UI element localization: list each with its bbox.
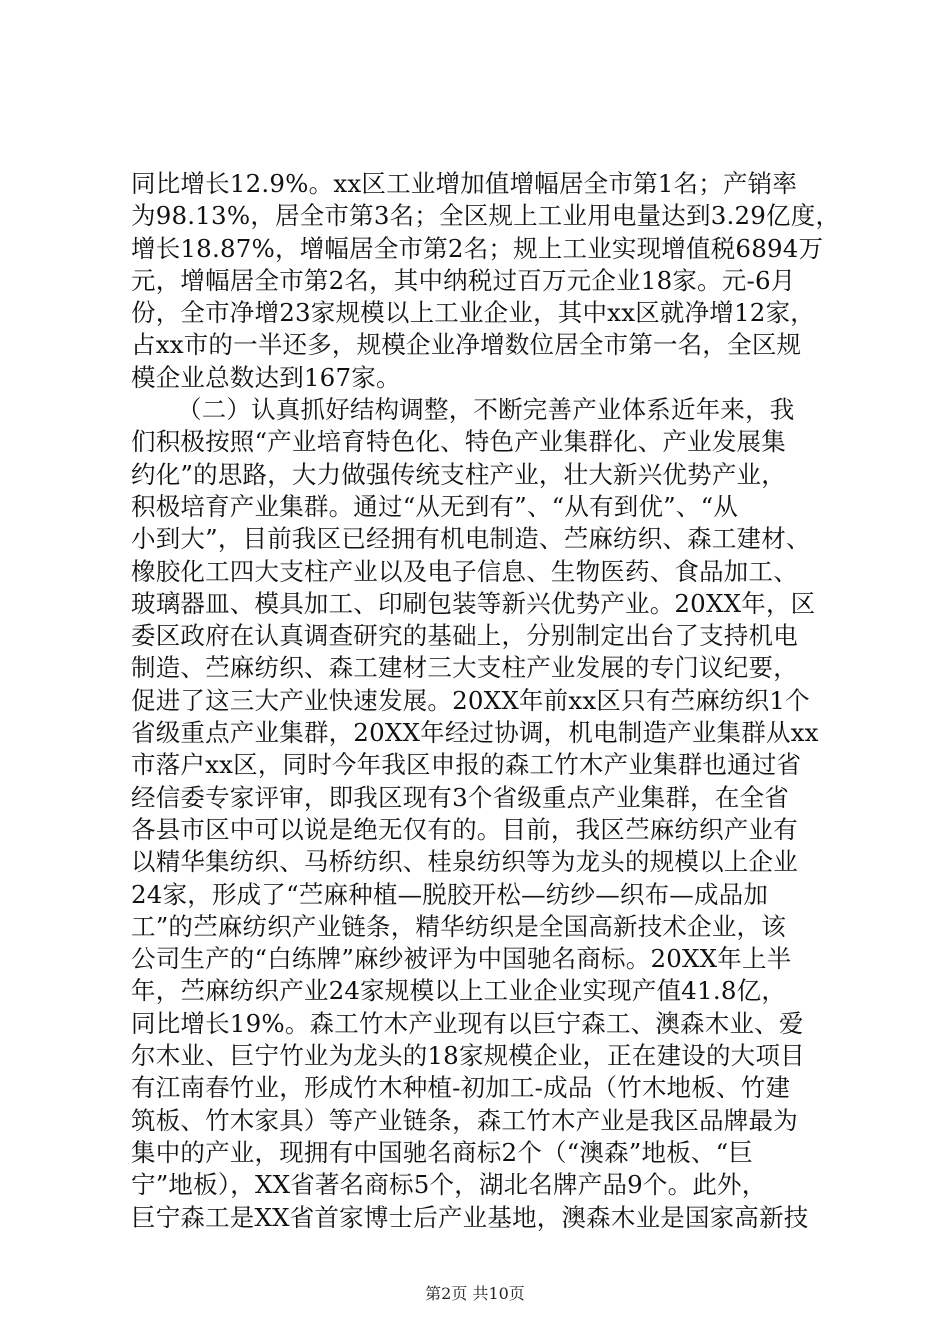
- text-line: 增长18.87%，增幅居全市第2名；规上工业实现增值税6894万: [131, 233, 824, 263]
- text-line: 占xx市的一半还多，规模企业净增数位居全市第一名，全区规: [131, 330, 802, 360]
- text-line: 份，全市净增23家规模以上工业企业，其中xx区就净增12家，: [131, 298, 815, 328]
- text-line: 24家，形成了“苎麻种植—脱胶开松—纺纱—织布—成品加: [131, 879, 769, 909]
- text-line: 为98.13%，居全市第3名；全区规上工业用电量达到3.29亿度，: [131, 201, 841, 231]
- text-line: 集中的产业，现拥有中国驰名商标2个（“澳森”地板、“巨: [131, 1137, 754, 1167]
- text-line: 以精华集纺织、马桥纺织、桂泉纺织等为龙头的规模以上企业: [131, 847, 798, 877]
- section-heading-line: （二）认真抓好结构调整，不断完善产业体系近年来，我: [177, 395, 795, 425]
- text-line: 小到大”，目前我区已经拥有机电制造、苎麻纺织、森工建材、: [131, 524, 811, 554]
- text-line: 公司生产的“白练牌”麻纱被评为中国驰名商标。20XX年上半: [131, 944, 792, 974]
- text-line: 积极培育产业集群。通过“从无到有”、“从有到优”、“从: [131, 491, 739, 521]
- text-line: 元，增幅居全市第2名，其中纳税过百万元企业18家。元-6月: [131, 265, 796, 295]
- text-line: 模企业总数达到167家。: [131, 362, 401, 392]
- text-line: 委区政府在认真调查研究的基础上，分别制定出台了支持机电: [131, 621, 798, 651]
- text-line: 橡胶化工四大支柱产业以及电子信息、生物医药、食品加工、: [131, 556, 798, 586]
- page-number-footer: 第2页 共10页: [425, 1284, 525, 1303]
- text-line: 市落户xx区，同时今年我区申报的森工竹木产业集群也通过省: [131, 750, 802, 780]
- text-line: 有江南春竹业，形成竹木种植-初加工-成品（竹木地板、竹建: [131, 1073, 791, 1103]
- text-line: 促进了这三大产业快速发展。20XX年前xx区只有苎麻纺织1个: [131, 685, 810, 715]
- text-line: 同比增长19%。森工竹木产业现有以巨宁森工、澳森木业、爱: [131, 1008, 804, 1038]
- text-line: 玻璃器皿、模具加工、印刷包装等新兴优势产业。20XX年，区: [131, 588, 816, 618]
- text-line: 工”的苎麻纺织产业链条，精华纺织是全国高新技术企业，该: [131, 911, 786, 941]
- text-line: 们积极按照“产业培育特色化、特色产业集群化、产业发展集: [131, 427, 786, 457]
- text-line: 同比增长12.9%。xx区工业增加值增幅居全市第1名；产销率: [131, 169, 798, 198]
- text-line: 各县市区中可以说是绝无仅有的。目前，我区苎麻纺织产业有: [131, 814, 798, 844]
- text-line: 制造、苎麻纺织、森工建材三大支柱产业发展的专门议纪要，: [131, 653, 798, 683]
- text-line: 约化”的思路，大力做强传统支柱产业，壮大新兴优势产业，: [131, 459, 786, 489]
- text-line: 宁”地板），XX省著名商标5个，湖北名牌产品9个。此外，: [131, 1170, 767, 1200]
- text-line: 尔木业、巨宁竹业为龙头的18家规模企业，正在建设的大项目: [131, 1041, 805, 1071]
- text-line: 经信委专家评审，即我区现有3个省级重点产业集群，在全省: [131, 782, 789, 812]
- text-line: 筑板、竹木家具）等产业链条，森工竹木产业是我区品牌最为: [131, 1105, 798, 1135]
- text-line: 巨宁森工是XX省首家博士后产业基地，澳森木业是国家高新技: [131, 1202, 809, 1232]
- text-line: 年，苎麻纺织产业24家规模以上工业企业实现产值41.8亿，: [131, 976, 787, 1006]
- body-text: [131, 168, 841, 1234]
- text-line: 省级重点产业集群，20XX年经过协调，机电制造产业集群从xx: [131, 718, 819, 748]
